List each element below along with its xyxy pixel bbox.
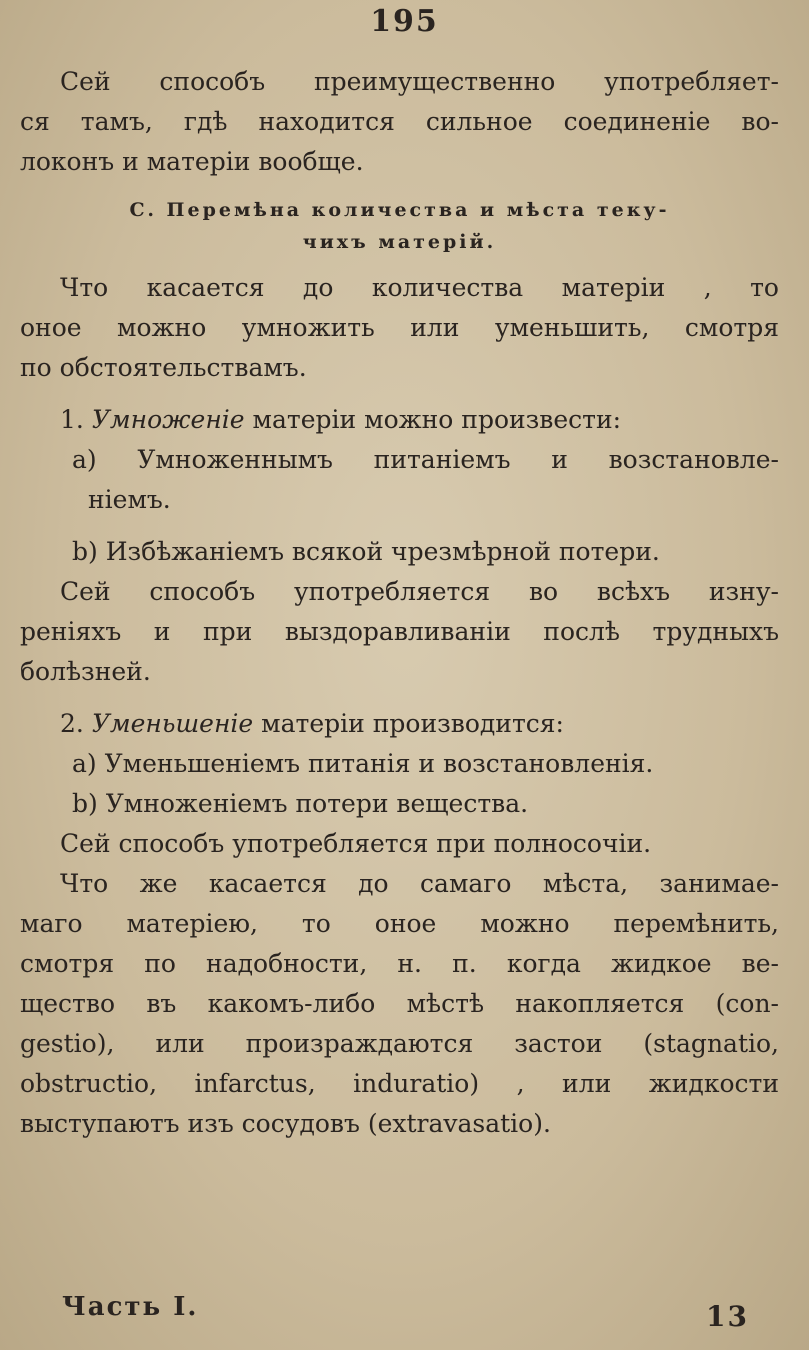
heading-line: чихъ матерій. (302, 231, 497, 253)
text-line: obstructio, infarctus, induratio) , или жидкости (20, 1069, 779, 1098)
text-line: gestio), или произраждаются застои (stagnatio, (20, 1029, 779, 1058)
paragraph-1 (20, 62, 779, 182)
item-text: матеріи производится: (253, 709, 564, 738)
paragraph-2 (20, 268, 779, 388)
paragraph-3 (20, 572, 779, 692)
signature-mark: Часть I. (62, 1292, 199, 1322)
page-body (20, 62, 779, 1144)
text-line: ся тамъ, гдѣ находится сильное соединеніе во- (20, 107, 779, 136)
list-item-2 (20, 704, 779, 744)
list-item-2a: a) Уменьшеніемъ питанія и возстановленія. (72, 749, 654, 778)
text-line: Что же касается до самаго мѣста, занимае- (60, 869, 779, 898)
text-line: выступаютъ изъ сосудовъ (extravasatio). (20, 1109, 551, 1138)
text-line: щество въ какомъ-либо мѣстѣ накопляется (con- (20, 989, 779, 1018)
item-number: 1. (60, 405, 84, 434)
list-item-1 (20, 400, 779, 440)
paragraph-4: Сей способъ употребляется при полносочіи. (60, 829, 652, 858)
text-line: Сей способъ употребляется во всѣхъ изну- (60, 577, 779, 606)
text-line: болѣзней. (20, 657, 151, 686)
text-line: a) Умноженнымъ питаніемъ и возстановле- (72, 445, 779, 474)
heading-line: C. Перемѣна количества и мѣста теку- (129, 199, 670, 221)
list-item-2b: b) Умноженіемъ потери вещества. (72, 789, 529, 818)
item-term: Умноженіе (91, 405, 245, 434)
text-line: оное можно умножить или уменьшить, смотря (20, 313, 779, 342)
text-line: Сей способъ преимущественно употребляет- (60, 67, 779, 96)
item-term: Уменьшеніе (91, 709, 254, 738)
text-line: маго матеріею, то оное можно перемѣнить, (20, 909, 779, 938)
text-line: по обстоятельствамъ. (20, 353, 307, 382)
text-line: локонъ и матеріи вообще. (20, 147, 364, 176)
sheet-number: 13 (706, 1300, 749, 1333)
list-item-1b: b) Избѣжаніемъ всякой чрезмѣрной потери. (72, 537, 660, 566)
text-line: смотря по надобности, н. п. когда жидкое ве- (20, 949, 779, 978)
text-line: реніяхъ и при выздоравливаніи послѣ трудныхъ (20, 617, 779, 646)
page-number: 195 (370, 4, 439, 39)
section-heading (20, 194, 779, 258)
item-number: 2. (60, 709, 84, 738)
item-text: матеріи можно произвести: (244, 405, 622, 434)
text-line: ніемъ. (88, 485, 171, 514)
list-item-1a (20, 440, 779, 520)
text-line: Что касается до количества матеріи , то (60, 273, 779, 302)
paragraph-5 (20, 864, 779, 1144)
